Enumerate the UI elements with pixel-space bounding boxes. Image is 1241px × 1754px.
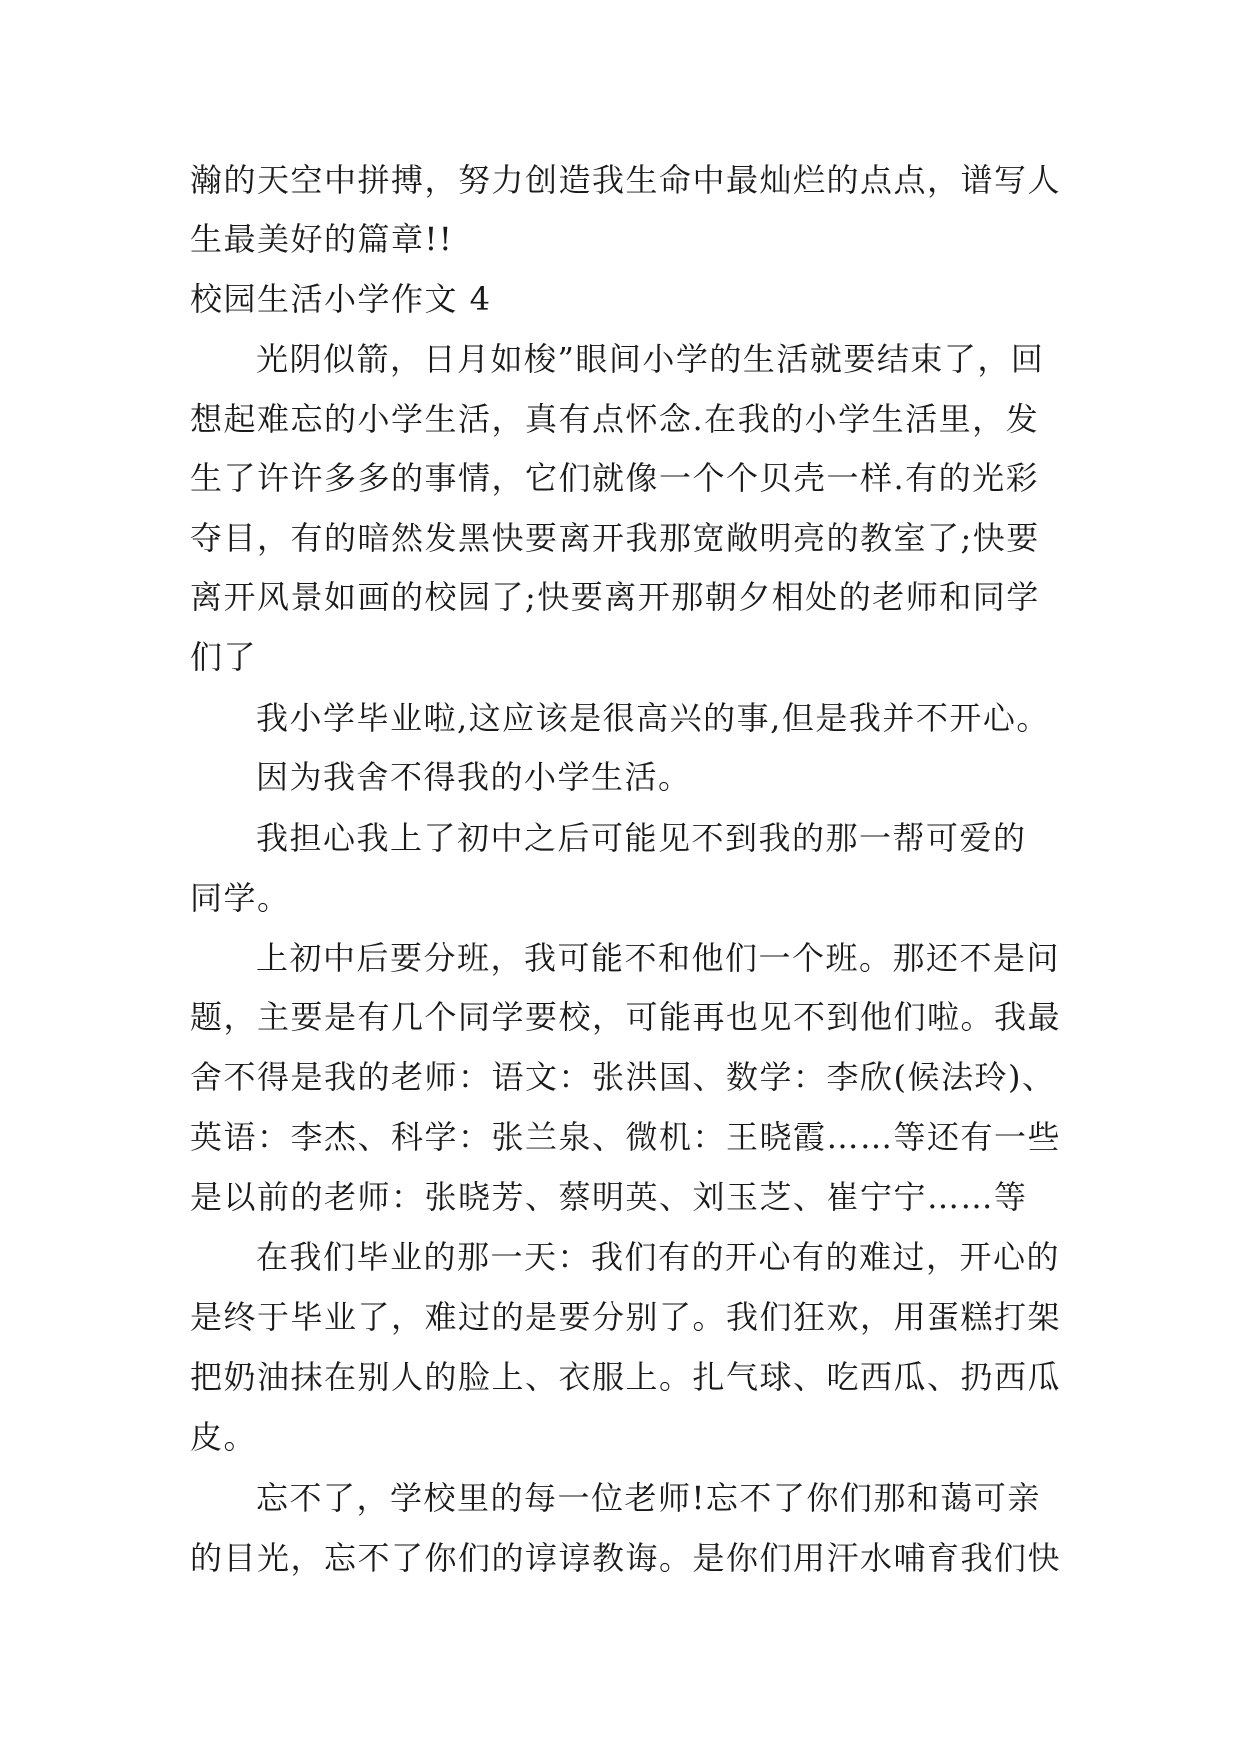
text-line: 的目光，忘不了你们的谆谆教诲。是你们用汗水哺育我们快 xyxy=(190,1539,1062,1577)
text-line: 同学。 xyxy=(190,879,291,917)
text-line: 是以前的老师：张晓芳、蔡明英、刘玉芝、崔宁宁……等 xyxy=(190,1178,1028,1216)
paragraph-first-line: 因为我舍不得我的小学生活。 xyxy=(256,758,692,796)
text-line: 生最美好的篇章!! xyxy=(190,220,454,258)
paragraph-first-line: 光阴似箭，日月如梭”眼间小学的生活就要结束了，回 xyxy=(256,340,1045,378)
text-line: 是终于毕业了，难过的是要分别了。我们狂欢，用蛋糕打架 xyxy=(190,1298,1062,1336)
text-line: 夺目，有的暗然发黑快要离开我那宽敞明亮的教室了;快要 xyxy=(190,519,1040,557)
text-line: 们了 xyxy=(190,638,258,676)
paragraph-first-line: 我小学毕业啦,这应该是很高兴的事,但是我并不开心。 xyxy=(256,699,1050,737)
text-line: 英语：李杰、科学：张兰泉、微机：王晓霞……等还有一些 xyxy=(190,1118,1062,1156)
text-line: 题，主要是有几个同学要校，可能再也见不到他们啦。我最 xyxy=(190,998,1062,1036)
paragraph-first-line: 在我们毕业的那一天：我们有的开心有的难过，开心的 xyxy=(256,1238,1061,1276)
text-line: 舍不得是我的老师：语文：张洪国、数学：李欣(候法玲)、 xyxy=(190,1058,1056,1096)
paragraph-first-line: 我担心我上了初中之后可能见不到我的那一帮可爱的 xyxy=(256,819,1027,857)
text-line: 把奶油抹在别人的脸上、衣服上。扎气球、吃西瓜、扔西瓜 xyxy=(190,1358,1062,1396)
text-line: 生了许许多多的事情，它们就像一个个贝壳一样.有的光彩 xyxy=(190,459,1040,497)
text-line: 想起难忘的小学生活，真有点怀念.在我的小学生活里，发 xyxy=(190,400,1040,438)
text-line: 瀚的天空中拼搏，努力创造我生命中最灿烂的点点，谱写人 xyxy=(190,161,1062,199)
text-line: 离开风景如画的校园了;快要离开那朝夕相处的老师和同学 xyxy=(190,578,1040,616)
section-heading: 校园生活小学作文 4 xyxy=(190,280,492,318)
paragraph-first-line: 忘不了，学校里的每一位老师!忘不了你们那和蔼可亲 xyxy=(256,1479,1041,1517)
text-line: 皮。 xyxy=(190,1418,258,1456)
paragraph-first-line: 上初中后要分班，我可能不和他们一个班。那还不是问 xyxy=(256,939,1061,977)
